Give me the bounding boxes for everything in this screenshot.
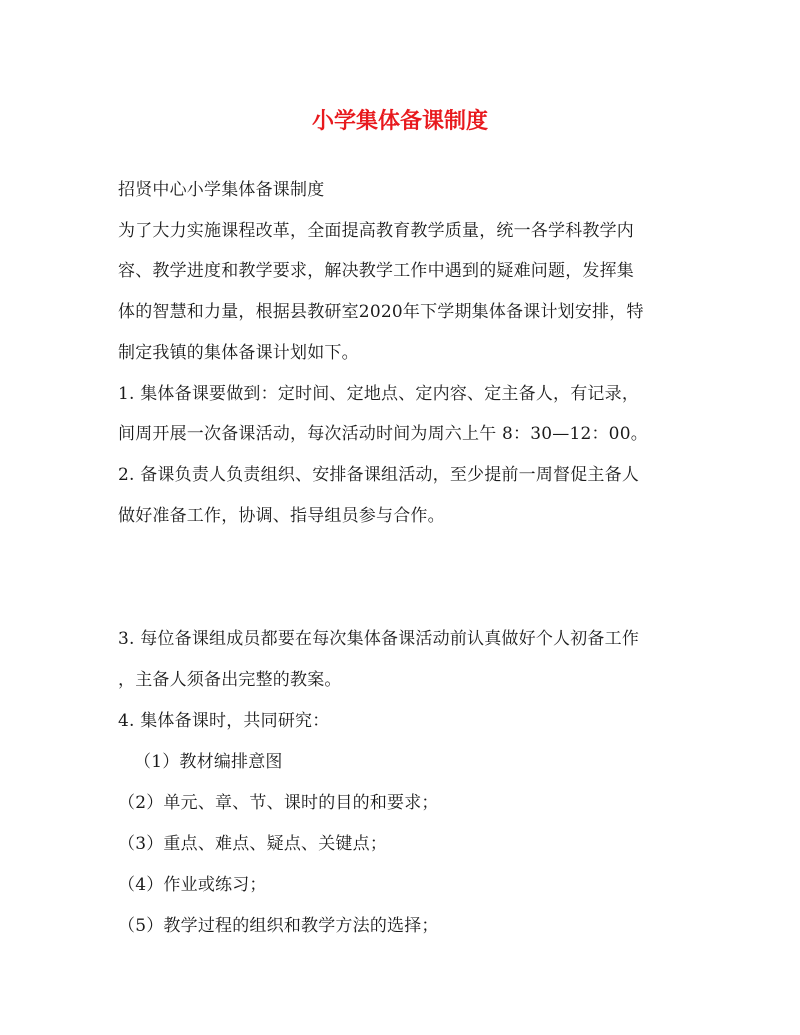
paragraph-line: 2. 备课负责人负责组织、安排备课组活动，至少提前一周督促主备人 [118, 465, 640, 485]
list-item: （3）重点、难点、疑点、关键点； [118, 834, 388, 854]
paragraph-line: 4. 集体备课时，共同研究： [118, 711, 330, 731]
paragraph-line: 体的智慧和力量，根据县教研室2020年下学期集体备课计划安排，特 [118, 302, 644, 322]
paragraph-line: 招贤中心小学集体备课制度 [118, 180, 325, 200]
paragraph-line: 间周开展一次备课活动，每次活动时间为周六上午 8：30—12：00。 [118, 424, 648, 444]
paragraph-line: 制定我镇的集体备课计划如下。 [118, 343, 359, 363]
paragraph-line: 1. 集体备课要做到：定时间、定地点、定内容、定主备人，有记录， [118, 384, 640, 404]
paragraph-line: ，主备人须备出完整的教案。 [118, 670, 342, 690]
paragraph-line: 为了大力实施课程改革，全面提高教育教学质量，统一各学科教学内 [118, 221, 634, 241]
document-title: 小学集体备课制度 [311, 108, 488, 134]
list-item: （4）作业或练习； [118, 875, 267, 895]
list-item: （2）单元、章、节、课时的目的和要求； [118, 793, 439, 813]
paragraph-line: 容、教学进度和教学要求，解决教学工作中遇到的疑难问题，发挥集 [118, 261, 634, 281]
paragraph-line: 做好准备工作，协调、指导组员参与合作。 [118, 506, 445, 526]
paragraph-line: 3. 每位备课组成员都要在每次集体备课活动前认真做好个人初备工作 [118, 629, 640, 649]
list-item: （1）教材编排意图 [134, 752, 283, 772]
list-item: （5）教学过程的组织和教学方法的选择； [118, 916, 439, 936]
